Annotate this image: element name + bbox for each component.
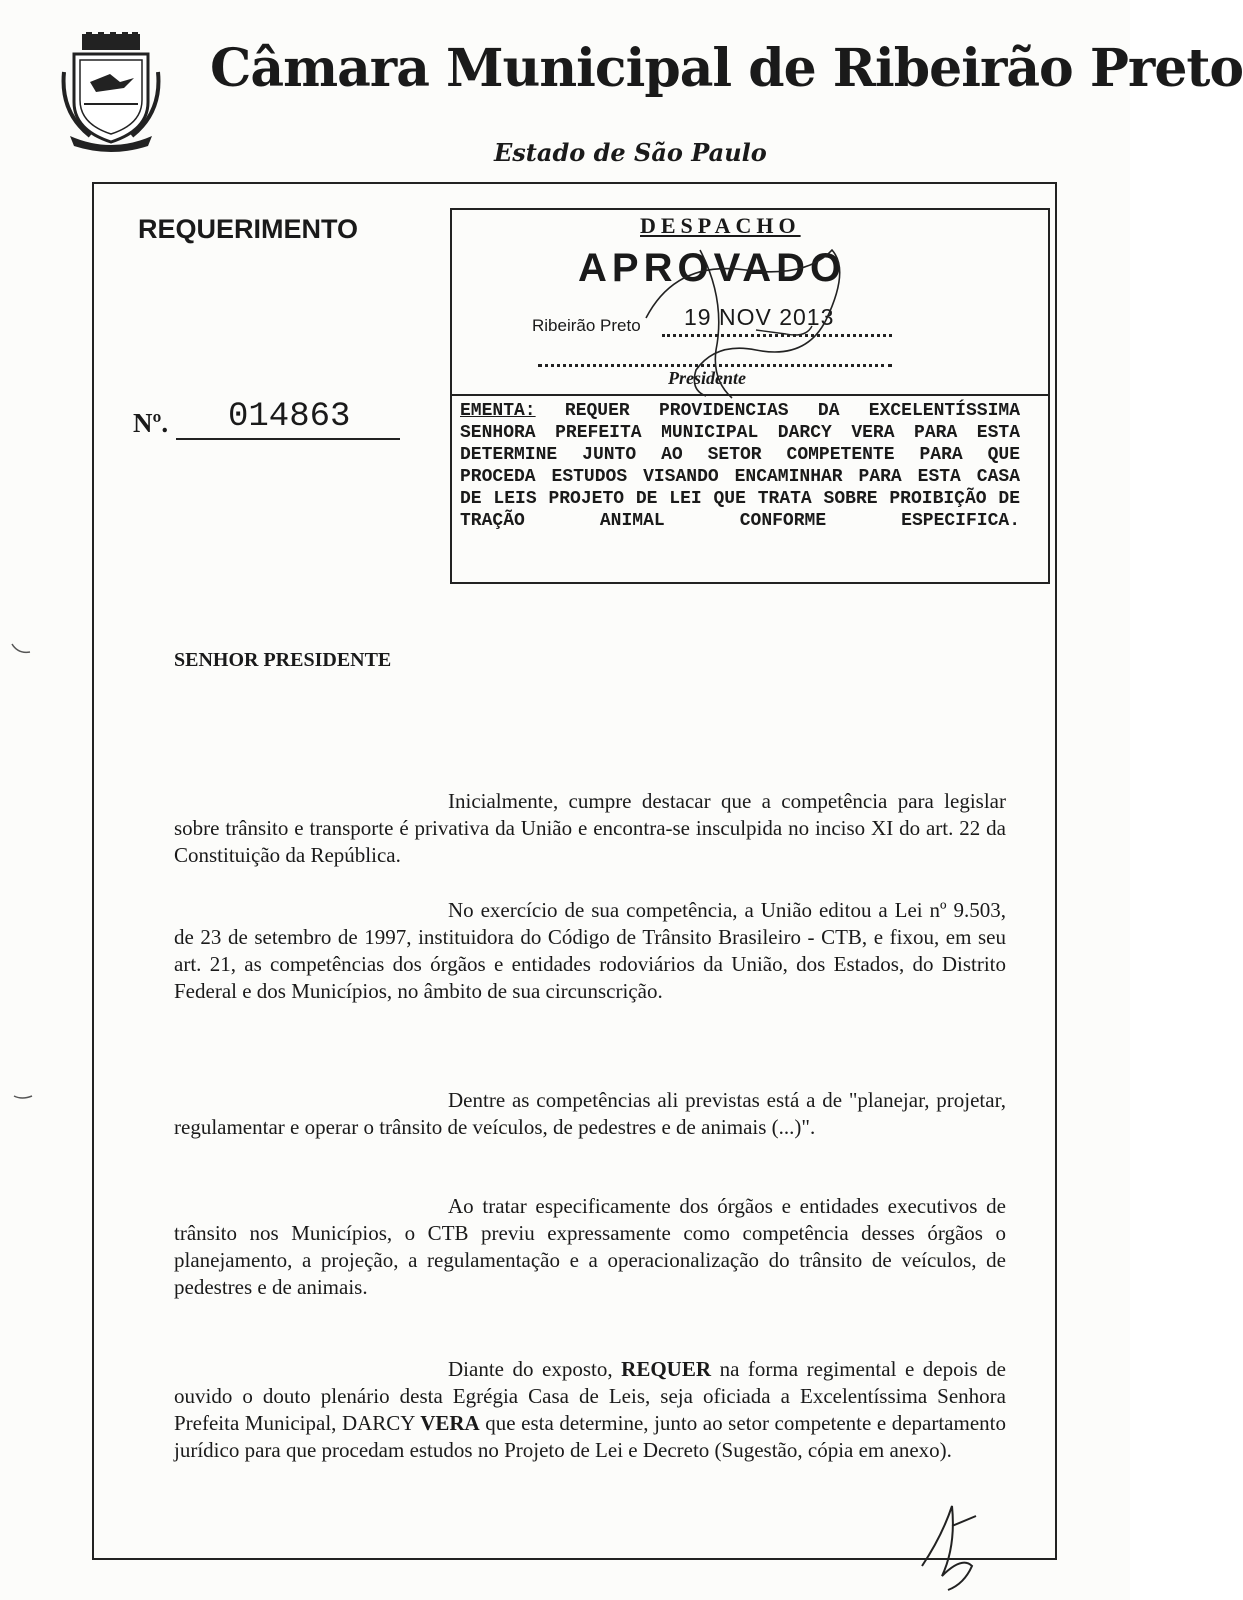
paragraph-2-text: No exercício de sua competência, a União editou a Lei nº 9.503, de 23 de setembro de 1997, instituidora do Código de Trânsito Brasileiro - CTB, e fixou, em seu art. 21, as competências dos órgãos e entidades rodoviários da União, dos Estados, do Distrito Federal e dos Municípios, no âmbito de sua circunscrição. bbox=[174, 898, 1006, 1003]
letterhead-title: Câmara Municipal de Ribeirão Preto bbox=[210, 38, 1243, 99]
ementa-label: EMENTA: bbox=[460, 401, 536, 421]
initials-signature-icon bbox=[912, 1496, 992, 1596]
president-signature-label: Presidente bbox=[668, 368, 746, 388]
paragraph-5-text-a: Diante do exposto, bbox=[448, 1357, 622, 1381]
ementa-block bbox=[460, 400, 1020, 532]
margin-mark bbox=[12, 1090, 34, 1102]
document-number-label: Nº. bbox=[133, 408, 169, 438]
margin-mark bbox=[10, 642, 32, 656]
vera-emphasis: VERA bbox=[420, 1411, 480, 1435]
despacho-divider bbox=[452, 394, 1048, 396]
paragraph-5-text-c: que esta determine, junto ao setor competente e departamento jurídico para que procedam estudos no Projeto de Lei e Decreto (Sugestão, cópia em anexo). bbox=[174, 1411, 1006, 1462]
coat-of-arms-icon bbox=[60, 32, 162, 150]
ementa-text: REQUER PROVIDENCIAS DA EXCELENTÍSSIMA SENHORA PREFEITA MUNICIPAL DARCY VERA PARA ESTA DETERMINE JUNTO AO SETOR COMPETENTE PARA QUE PROCEDA ESTUDOS VISANDO ENCAMINHAR PARA ESTA CASA DE LEIS PROJETO DE LEI QUE TRATA SOBRE PROIBIÇÃO DE TRAÇÃO ANIMAL CONFORME ESPECIFICA. bbox=[460, 401, 1020, 531]
paragraph-5 bbox=[174, 1356, 1006, 1464]
paragraph-3-text: Dentre as competências ali previstas está a de "planejar, projetar, regulamentar e operar o trânsito de veículos, de pedestres e de animais (...)". bbox=[174, 1088, 1006, 1139]
document-number-underline bbox=[176, 438, 400, 440]
paragraph-2 bbox=[174, 897, 1006, 1005]
requer-emphasis: REQUER bbox=[621, 1357, 712, 1381]
paragraph-3 bbox=[174, 1087, 1006, 1141]
despacho-title: DESPACHO bbox=[640, 213, 801, 238]
paragraph-5-text-b: na forma regimental e depois de ouvido o douto plenário desta Egrégia Casa de Leis, seja oficiada a Excelentíssima Senhora Prefeita Municipal, DARCY bbox=[174, 1357, 1006, 1435]
salutation: SENHOR PRESIDENTE bbox=[174, 649, 392, 671]
document-type-heading: REQUERIMENTO bbox=[138, 214, 359, 244]
despacho-box bbox=[450, 208, 1050, 584]
paragraph-1-text: Inicialmente, cumpre destacar que a competência para legislar sobre trânsito e transporte é privativa da União e encontra-se insculpida no inciso XI do art. 22 da Constituição da República. bbox=[174, 789, 1006, 867]
letterhead-subtitle: Estado de São Paulo bbox=[494, 138, 767, 167]
paragraph-4 bbox=[174, 1193, 1006, 1301]
approved-stamp: APROVADO bbox=[578, 246, 847, 290]
paragraph-1 bbox=[174, 788, 1006, 869]
president-signature-icon bbox=[636, 230, 866, 400]
document-number: 014863 bbox=[228, 398, 351, 436]
stamp-city-label: Ribeirão Preto bbox=[532, 316, 641, 335]
paragraph-4-text: Ao tratar especificamente dos órgãos e entidades executivos de trânsito nos Municípios, o CTB previu expressamente como competência desses órgãos o planejamento, a projeção, a regulamentação e a operacionalização do trânsito de veículos, de pedestres e de animais. bbox=[174, 1194, 1006, 1299]
stamp-date: 19 NOV 2013 bbox=[684, 304, 835, 330]
